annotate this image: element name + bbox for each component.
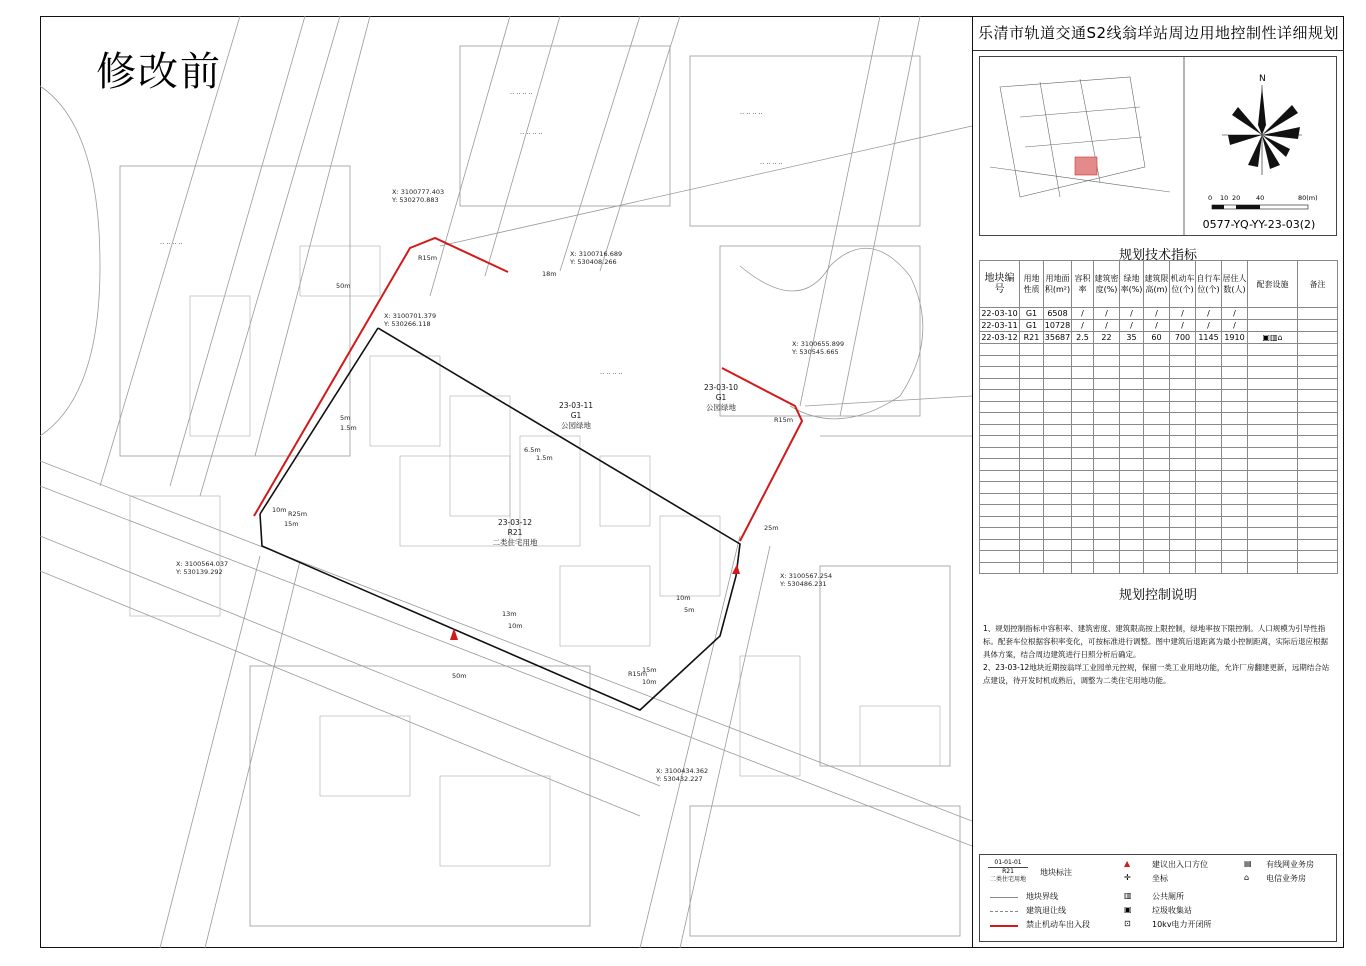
notes-title: 规划控制说明: [1118, 588, 1197, 603]
table-row-empty: [980, 493, 1338, 505]
table-cell: /: [1144, 308, 1170, 320]
svg-text:Y: 530545.665: Y: 530545.665: [792, 348, 839, 356]
table-cell: 22: [1094, 332, 1120, 344]
table-row: [980, 332, 1338, 344]
svg-text:·· ·· ·· ··: ·· ·· ·· ··: [160, 240, 183, 248]
svg-text:·· ·· ·· ··: ·· ·· ·· ··: [760, 160, 783, 168]
svg-text:X: 3100777.403: X: 3100777.403: [392, 188, 445, 196]
legend-wc: 公共厕所: [1152, 892, 1184, 901]
legend-noentry: 禁止机动车出入段: [1026, 920, 1090, 929]
svg-text:R15m: R15m: [628, 670, 648, 678]
parcel-12-type: R21: [507, 528, 523, 537]
notes-body: [983, 622, 1331, 687]
table-cell: R21: [1020, 332, 1044, 344]
col-header: 容积率: [1072, 261, 1094, 308]
table-row-empty: [980, 424, 1338, 436]
table-row-empty: [980, 505, 1338, 517]
table-cell: G1: [1020, 308, 1044, 320]
table-row-empty: [980, 390, 1338, 402]
svg-text:15m: 15m: [642, 666, 657, 674]
north-label: N: [1259, 74, 1266, 84]
svg-text:40: 40: [1256, 194, 1265, 202]
table-header-row: [980, 261, 1338, 308]
scale-bar: [1208, 194, 1318, 209]
legend-parcel-sample: 01-01-01 R21 二类住宅用地: [989, 859, 1026, 883]
table-cell: [1298, 308, 1338, 320]
svg-text:X: 3100716.689: X: 3100716.689: [570, 250, 623, 258]
col-header: 建筑限高(m): [1144, 261, 1170, 308]
table-cell: 22-03-10: [981, 309, 1018, 318]
table-row-empty: [980, 551, 1338, 563]
table-cell: 700: [1170, 332, 1196, 344]
legend-garbage: 垃圾收集站: [1152, 906, 1192, 915]
table-row-empty: [980, 459, 1338, 471]
legend-boundary: 地块界线: [1026, 892, 1058, 901]
table-row-empty: [980, 367, 1338, 379]
svg-text:5m: 5m: [340, 414, 351, 422]
parcel-10-code: 23-03-10: [703, 383, 739, 392]
note-1: 1、规划控制指标中容积率、建筑密度、建筑限高按上限控制，绿地率按下限控制。人口规模为引导性指标。配套车位根据容积率变化，可按标准进行调整。图中建筑后退距离为最小控制距离，实际后退应根据具体方案，结合周边建筑进行日照分析后确定。: [983, 624, 1328, 659]
table-cell: /: [1072, 308, 1094, 320]
north-arrow-icon: [1222, 85, 1302, 175]
table-row-empty: [980, 413, 1338, 425]
table-cell: /: [1170, 320, 1196, 332]
svg-text:Y: 530270.883: Y: 530270.883: [392, 196, 439, 204]
table-row-empty: [980, 436, 1338, 448]
table-cell: /: [1072, 320, 1094, 332]
svg-text:1.5m: 1.5m: [340, 424, 357, 432]
svg-text:Y: 530139.292: Y: 530139.292: [176, 568, 223, 576]
table-row-empty: [980, 378, 1338, 390]
table-cell: 35: [1120, 332, 1144, 344]
table-cell: 1145: [1196, 332, 1222, 344]
note-2: 2、23-03-12地块近期按翁垟工业园单元控规，保留一类工业用地功能，允许厂房翻建更新，远期结合站点建设，待开发时机成熟后，调整为二类住宅用地功能。: [983, 663, 1330, 685]
table-cell: 22-03-12: [981, 333, 1018, 342]
table-cell: /: [1196, 320, 1222, 332]
svg-text:10m: 10m: [508, 622, 523, 630]
table-cell: /: [1222, 308, 1248, 320]
table-row-empty: [980, 562, 1338, 574]
legend-cable: 有线网业务房: [1266, 860, 1314, 869]
title-block: [972, 16, 1344, 948]
svg-text:X: 3100434.362: X: 3100434.362: [656, 767, 709, 775]
svg-text:X: 3100567.254: X: 3100567.254: [780, 572, 833, 580]
plan-title: 乐清市轨道交通S2线翁垟站周边用地控制性详细规划: [973, 16, 1344, 51]
table-cell: 35687: [1044, 333, 1071, 342]
table-cell: /: [1170, 308, 1196, 320]
svg-text:50m: 50m: [452, 672, 467, 680]
table-cell: [1298, 332, 1338, 344]
svg-text:15m: 15m: [284, 520, 299, 528]
legend-setback-line: [990, 911, 1018, 912]
svg-text:6.5m: 6.5m: [524, 446, 541, 454]
svg-text:10: 10: [1220, 194, 1229, 202]
svg-text:Y: 530408.266: Y: 530408.266: [570, 258, 617, 266]
parcel-11-name: 公园绿地: [561, 421, 591, 430]
svg-text:R15m: R15m: [418, 254, 438, 262]
cable-icon: ▤: [1244, 859, 1252, 868]
svg-text:Y: 530266.118: Y: 530266.118: [384, 320, 431, 328]
table-cell: /: [1120, 320, 1144, 332]
table-row-empty: [980, 447, 1338, 459]
legend-setback: 建筑退让线: [1026, 906, 1066, 915]
svg-text:X: 3100701.379: X: 3100701.379: [384, 312, 437, 320]
svg-text:13m: 13m: [502, 610, 517, 618]
col-header: 用地性质: [1020, 261, 1044, 308]
table-cell: 10728: [1044, 321, 1071, 330]
legend-noentry-line: [990, 925, 1018, 927]
coordinate-labels: [175, 188, 844, 783]
parcel-12-name: 二类住宅用地: [492, 538, 538, 547]
table-cell: /: [1222, 320, 1248, 332]
svg-text:18m: 18m: [542, 270, 557, 278]
table-cell: 1910: [1222, 332, 1248, 344]
svg-text:20: 20: [1232, 194, 1241, 202]
legend-telecom: 电信业务房: [1266, 874, 1306, 883]
table-cell: ▣▥⌂: [1248, 332, 1298, 344]
svg-text:·· ·· ·· ··: ·· ·· ·· ··: [600, 370, 623, 378]
site-map: [40, 16, 972, 948]
vegetation-marks: [160, 90, 783, 378]
svg-text:·· ·· ·· ··: ·· ·· ·· ··: [740, 110, 763, 118]
table-row-empty: [980, 401, 1338, 413]
site-location-marker: [1075, 157, 1097, 175]
col-header: 居住人数(人): [1222, 261, 1248, 308]
parcel-11-code: 23-03-11: [558, 401, 594, 410]
table-cell: G1: [1020, 320, 1044, 332]
table-cell: /: [1120, 308, 1144, 320]
location-map: [979, 56, 1337, 236]
telecom-icon: ⌂: [1244, 873, 1250, 882]
table-row-empty: [980, 470, 1338, 482]
svg-text:X: 3100564.037: X: 3100564.037: [176, 560, 229, 568]
col-header: 备注: [1298, 261, 1338, 308]
parcel-10-name: 公园绿地: [706, 403, 736, 412]
legend-entry: 建议出入口方位: [1152, 860, 1208, 869]
parcel-10-type: G1: [715, 393, 727, 402]
parcel-11-type: G1: [570, 411, 582, 420]
table-cell: [1298, 320, 1338, 332]
col-header: 建筑密度(%): [1094, 261, 1120, 308]
svg-text:0: 0: [1208, 194, 1213, 202]
col-header: 配套设施: [1248, 261, 1298, 308]
garbage-icon: ▣: [1124, 905, 1132, 914]
table-row-empty: [980, 528, 1338, 540]
drawing-number: 0577-YQ-YY-23-03(2): [1202, 218, 1316, 231]
col-header: 自行车位(个): [1196, 261, 1222, 308]
tech-indicators-title: 规划技术指标: [1118, 248, 1197, 263]
svg-text:80(m): 80(m): [1298, 194, 1318, 202]
tech-indicator-table: [979, 260, 1338, 574]
legend-parcel-label: 地块标注: [1040, 868, 1072, 877]
svg-text:X: 3100655.899: X: 3100655.899: [792, 340, 845, 348]
table-cell: [1248, 320, 1298, 332]
table-row-empty: [980, 482, 1338, 494]
table-cell: /: [1144, 320, 1170, 332]
table-row-empty: [980, 344, 1338, 356]
table-cell: /: [1094, 308, 1120, 320]
table-cell: 2.5: [1072, 332, 1094, 344]
col-header: 地块编号: [980, 261, 1020, 308]
parcel-12-code: 23-03-12: [497, 518, 533, 527]
table-cell: /: [1196, 308, 1222, 320]
svg-text:25m: 25m: [764, 524, 779, 532]
table-row: [980, 308, 1338, 320]
legend-power: 10kv电力开闭所: [1152, 920, 1212, 929]
col-header: 机动车位(个): [1170, 261, 1196, 308]
legend-coord: 坐标: [1152, 874, 1168, 883]
table-row-empty: [980, 516, 1338, 528]
table-cell: /: [1094, 320, 1120, 332]
svg-text:·· ·· ·· ··: ·· ·· ·· ··: [520, 130, 543, 138]
svg-text:10m: 10m: [272, 506, 287, 514]
table-row-empty: [980, 355, 1338, 367]
svg-text:10m: 10m: [642, 678, 657, 686]
svg-text:10m: 10m: [676, 594, 691, 602]
coordinate-icon: ✛: [1124, 873, 1131, 882]
location-map-drawing: [980, 57, 1336, 235]
before-revision-label: 修改前: [96, 49, 222, 95]
power-icon: ⊡: [1124, 919, 1131, 928]
table-cell: 22-03-11: [981, 321, 1018, 330]
svg-text:R25m: R25m: [288, 510, 308, 518]
table-cell: [1248, 308, 1298, 320]
table-cell: 6508: [1044, 308, 1072, 320]
table-row: [980, 320, 1338, 332]
legend-boundary-line: [990, 897, 1018, 898]
svg-text:Y: 530486.231: Y: 530486.231: [780, 580, 827, 588]
col-header: 用地面积(m²): [1044, 261, 1072, 308]
toilet-icon: ▥: [1124, 891, 1132, 900]
road-network: [40, 16, 972, 948]
svg-text:1.5m: 1.5m: [536, 454, 553, 462]
entry-arrow-icon: ▲: [1124, 859, 1131, 868]
svg-text:50m: 50m: [336, 282, 351, 290]
svg-text:5m: 5m: [684, 606, 695, 614]
svg-text:Y: 530432.227: Y: 530432.227: [656, 775, 703, 783]
svg-text:·· ·· ·· ··: ·· ·· ·· ··: [510, 90, 533, 98]
col-header: 绿地率(%): [1120, 261, 1144, 308]
table-row-empty: [980, 539, 1338, 551]
svg-text:R15m: R15m: [774, 416, 794, 424]
legend: [979, 854, 1337, 942]
table-cell: 60: [1144, 332, 1170, 344]
